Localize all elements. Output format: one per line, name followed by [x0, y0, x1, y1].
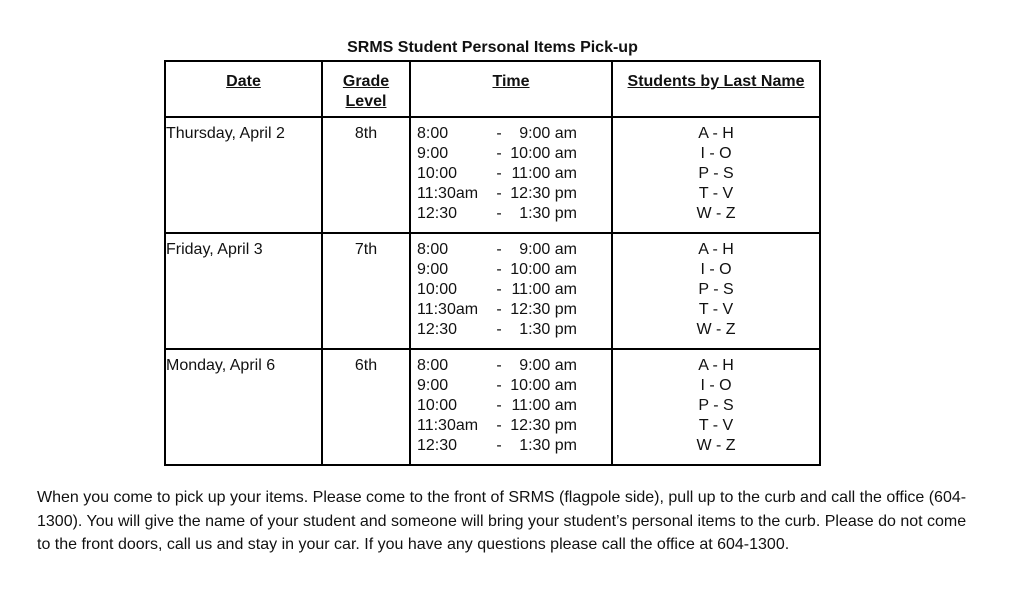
- slot-dash: -: [496, 145, 502, 162]
- pickup-instructions: When you come to pick up your items. Please come to the front of SRMS (flagpole side), pull up to the curb and call the office (604-1300). You will give the name of your student and someone will bring your student’s personal items to the curb. Please do not come to the front doors, call us and stay in your car. If you have any questions please call the office at 604-1300.: [37, 489, 967, 553]
- slot-end: 11:00 am: [511, 281, 577, 298]
- name-range: A - H: [698, 241, 734, 258]
- time-slot: [411, 396, 611, 416]
- slot-start: 12:30: [417, 437, 458, 454]
- date-cell: Thursday, April 2: [165, 117, 322, 233]
- table-row: [165, 117, 820, 233]
- name-range: W - Z: [696, 437, 736, 454]
- slot-end: 11:00 am: [511, 165, 577, 182]
- grade-cell: 6th: [322, 349, 410, 465]
- slot-dash: -: [496, 185, 502, 202]
- header-grade-level: Grade Level: [322, 61, 410, 117]
- slot-start: 8:00: [417, 357, 449, 374]
- slot-end: 1:30 pm: [519, 205, 577, 222]
- slot-dash: -: [496, 205, 502, 222]
- slot-end: 12:30 pm: [510, 185, 577, 202]
- name-range: P - S: [698, 397, 734, 414]
- time-slot: [411, 356, 611, 376]
- table-header-row: [165, 61, 820, 117]
- slot-dash: -: [496, 301, 502, 318]
- name-range: P - S: [698, 281, 734, 298]
- slot-dash: -: [496, 417, 502, 434]
- slot-dash: -: [496, 241, 502, 258]
- time-slot: [411, 164, 611, 184]
- time-slot: [411, 376, 611, 396]
- name-range: I - O: [700, 261, 732, 278]
- time-slot: [411, 240, 611, 260]
- slot-dash: -: [496, 125, 502, 142]
- name-range: A - H: [698, 357, 734, 374]
- slot-start: 10:00: [417, 165, 458, 182]
- slot-end: 12:30 pm: [510, 417, 577, 434]
- name-range: W - Z: [696, 205, 736, 222]
- time-slot: [411, 184, 611, 204]
- name-range: I - O: [700, 145, 732, 162]
- slot-end: 12:30 pm: [510, 301, 577, 318]
- date-cell: Friday, April 3: [165, 233, 322, 349]
- name-range: W - Z: [696, 321, 736, 338]
- slot-dash: -: [496, 377, 502, 394]
- date-cell: Monday, April 6: [165, 349, 322, 465]
- slot-dash: -: [496, 165, 502, 182]
- slot-start: 11:30am: [417, 301, 479, 318]
- time-slot: [411, 416, 611, 436]
- time-slot: [411, 124, 611, 144]
- slot-start: 11:30am: [417, 185, 479, 202]
- slot-end: 10:00 am: [510, 145, 577, 162]
- slot-end: 9:00 am: [519, 125, 577, 142]
- name-range: P - S: [698, 165, 734, 182]
- names-cell: [612, 233, 820, 349]
- names-cell: [612, 349, 820, 465]
- time-cell: [410, 233, 612, 349]
- name-range: T - V: [698, 185, 734, 202]
- time-slot: [411, 320, 611, 340]
- slot-start: 8:00: [417, 125, 449, 142]
- name-range: T - V: [698, 301, 734, 318]
- time-slot: [411, 204, 611, 224]
- slot-start: 10:00: [417, 397, 458, 414]
- slot-dash: -: [496, 261, 502, 278]
- time-cell: [410, 117, 612, 233]
- time-slot: [411, 260, 611, 280]
- slot-start: 11:30am: [417, 417, 479, 434]
- header-students-by-last-name: Students by Last Name: [612, 61, 820, 117]
- table-row: [165, 349, 820, 465]
- name-range: T - V: [698, 417, 734, 434]
- slot-dash: -: [496, 321, 502, 338]
- name-range: I - O: [700, 377, 732, 394]
- slot-end: 11:00 am: [511, 397, 577, 414]
- time-slot: [411, 300, 611, 320]
- time-slot: [411, 436, 611, 456]
- page-title: SRMS Student Personal Items Pick-up: [347, 39, 638, 56]
- time-slot: [411, 144, 611, 164]
- slot-start: 12:30: [417, 321, 458, 338]
- slot-dash: -: [496, 281, 502, 298]
- grade-cell: 8th: [322, 117, 410, 233]
- time-slot: [411, 280, 611, 300]
- name-range: A - H: [698, 125, 734, 142]
- slot-end: 10:00 am: [510, 261, 577, 278]
- slot-dash: -: [496, 437, 502, 454]
- slot-end: 9:00 am: [519, 357, 577, 374]
- slot-end: 1:30 pm: [519, 321, 577, 338]
- slot-dash: -: [496, 397, 502, 414]
- header-time: Time: [410, 61, 612, 117]
- slot-start: 12:30: [417, 205, 458, 222]
- slot-dash: -: [496, 357, 502, 374]
- slot-end: 9:00 am: [519, 241, 577, 258]
- header-date: Date: [165, 61, 322, 117]
- table-row: [165, 233, 820, 349]
- slot-end: 1:30 pm: [519, 437, 577, 454]
- names-cell: [612, 117, 820, 233]
- slot-start: 10:00: [417, 281, 458, 298]
- pickup-schedule-table: [164, 60, 821, 466]
- slot-start: 9:00: [417, 261, 449, 278]
- slot-start: 9:00: [417, 145, 449, 162]
- grade-cell: 7th: [322, 233, 410, 349]
- slot-start: 8:00: [417, 241, 449, 258]
- slot-start: 9:00: [417, 377, 449, 394]
- slot-end: 10:00 am: [510, 377, 577, 394]
- time-cell: [410, 349, 612, 465]
